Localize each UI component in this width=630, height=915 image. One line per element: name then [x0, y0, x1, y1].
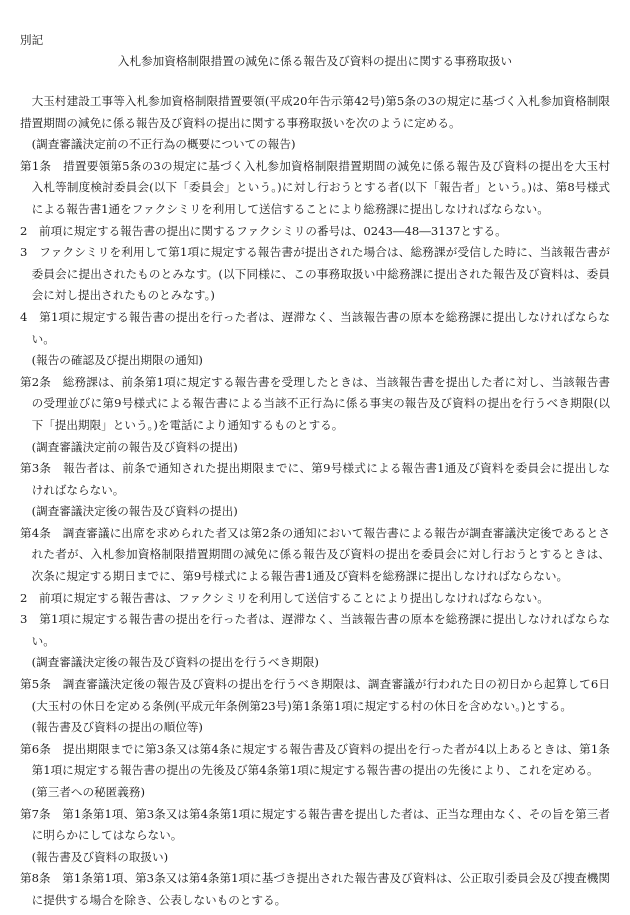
article: [20, 372, 610, 437]
article-text: 報告者は、前条で通知された提出期限までに、第9号様式による報告書1通及び資料を委員会に提出しなければならない。: [31, 461, 610, 497]
paragraph-item: [20, 242, 610, 307]
spacer: [27, 612, 39, 626]
article: [20, 674, 610, 717]
document-body: [20, 91, 610, 912]
spacer: [51, 375, 63, 389]
article-text: 提出期限までに第3条又は第4条に規定する報告書及び資料の提出を行った者が4以上あるときは、第1条第1項に規定する報告書の提出の先後及び第4条第1項に規定する報告書の提出の先後により、これを定める。: [31, 741, 610, 778]
article: [20, 739, 610, 782]
article-heading: (調査審議決定前の報告及び資料の提出): [31, 439, 238, 454]
spacer: [27, 310, 39, 324]
spacer: [51, 807, 63, 821]
article-text: 総務課は、前条第1項に規定する報告書を受理したときは、当該報告書を提出した者に対し、当該報告書の受理並びに第9号様式による報告書による当該不正行為に係る事実の報告及び資料の提出を行うべき期限(以下「提出期限」という。)を電話により通知するものとする。: [31, 374, 610, 432]
paragraph-number: 3: [20, 612, 28, 627]
article: [20, 458, 610, 501]
article: [20, 156, 610, 221]
article-number: 第4条: [20, 525, 51, 540]
paragraph-item: [20, 588, 610, 610]
article-heading: (報告の確認及び提出期限の通知): [31, 353, 203, 368]
paragraph-text: 第1項に規定する報告書の提出を行った者は、遅滞なく、当該報告書の原本を総務課に提出しなければならない。: [31, 309, 610, 346]
article-number: 第6条: [20, 741, 52, 756]
paragraph-text: 第1項に規定する報告書の提出を行った者は、遅滞なく、当該報告書の原本を総務課に提出しなければならない。: [31, 612, 610, 648]
spacer: [51, 871, 63, 885]
paragraph-number: 4: [20, 309, 28, 324]
preamble: 大玉村建設工事等入札参加資格制限措置要領(平成20年告示第42号)第5条の3の規定に基づく入札参加資格制限措置期間の減免に係る報告及び資料の提出に関する事務取扱いを次のように定める。: [20, 94, 610, 130]
spacer: [51, 159, 63, 173]
article-number: 第3条: [20, 461, 52, 476]
article-heading: (調査審議決定前の不正行為の概要についての報告): [31, 137, 296, 152]
paragraph-number: 2: [20, 590, 28, 605]
spacer: [51, 526, 63, 540]
article-heading: (第三者への秘匿義務): [31, 785, 145, 799]
article-number: 第1条: [20, 158, 52, 173]
spacer: [51, 742, 63, 756]
article-text: 調査審議決定後の報告及び資料の提出を行うべき期限は、調査審議が行われた日の初日から起算して6日(大玉村の休日を定める条例(平成元年条例第23号)第1条第1項に規定する村の休日を含めない。)とする。: [31, 677, 610, 713]
article-heading: (報告書及び資料の取扱い): [31, 849, 169, 864]
article: [20, 868, 610, 911]
spacer: [27, 224, 39, 238]
article: [20, 804, 610, 847]
paragraph-number: 2: [20, 223, 28, 238]
article-number: 第8条: [20, 871, 51, 886]
paragraph-item: [20, 307, 610, 350]
appendix-label: 別記: [20, 33, 44, 47]
spacer: [51, 461, 63, 475]
paragraph-text: ファクシミリを利用して第1項に規定する報告書が提出された場合は、総務課が受信した時に、当該報告書が委員会に提出されたものとみなす。(以下同様に、この事務取扱い中総務課に提出された報告及び資料は、委員会に対し提出されたものとみなす。): [31, 245, 610, 303]
spacer: [27, 245, 39, 259]
paragraph-number: 3: [20, 245, 28, 260]
article-number: 第2条: [20, 374, 51, 389]
article: [20, 523, 610, 588]
paragraph-text: 前項に規定する報告書は、ファクシミリを利用して送信することにより提出しなければならない。: [39, 590, 549, 605]
article-number: 第7条: [20, 806, 51, 821]
spacer: [27, 591, 39, 605]
article-heading: (調査審議決定後の報告及び資料の提出): [31, 504, 238, 519]
article-text: 措置要領第5条の3の規定に基づく入札参加資格制限措置期間の減免に係る報告及び資料の提出を大玉村入札等制度検討委員会(以下「委員会」という。)に対し行おうとする者(以下「報告者」という。)は、第8号様式による報告書1通をファクシミリを利用して送信することにより総務課に提出しなければならない。: [31, 158, 610, 216]
paragraph-item: [20, 609, 610, 652]
paragraph-item: [20, 221, 610, 243]
article-text: 調査審議に出席を求められた者又は第2条の通知において報告書による報告が調査審議決定後であるとされた者が、入札参加資格制限措置期間の減免に係る報告及び資料の提出を委員会に対し行おうとするときは、次条に規定する期日までに、第9号様式による報告書1通及び資料を総務課に提出しなければならない。: [31, 525, 610, 584]
paragraph-text: 前項に規定する報告書の提出に関するファクシミリの番号は、0243―48―3137とする。: [39, 223, 507, 238]
spacer: [51, 677, 63, 691]
article-text: 第1条第1項、第3条又は第4条第1項に規定する報告書を提出した者は、正当な理由なく、その旨を第三者に明らかにしてはならない。: [31, 806, 610, 843]
document-title: 入札参加資格制限措置の減免に係る報告及び資料の提出に関する事務取扱い: [117, 54, 513, 68]
article-number: 第5条: [20, 677, 51, 692]
article-heading: (調査審議決定後の報告及び資料の提出を行うべき期限): [31, 655, 319, 670]
article-text: 第1条第1項、第3条又は第4条第1項に基づき提出された報告書及び資料は、公正取引委員会及び捜査機関に提供する場合を除き、公表しないものとする。: [31, 871, 610, 907]
article-heading: (報告書及び資料の提出の順位等): [31, 720, 203, 735]
